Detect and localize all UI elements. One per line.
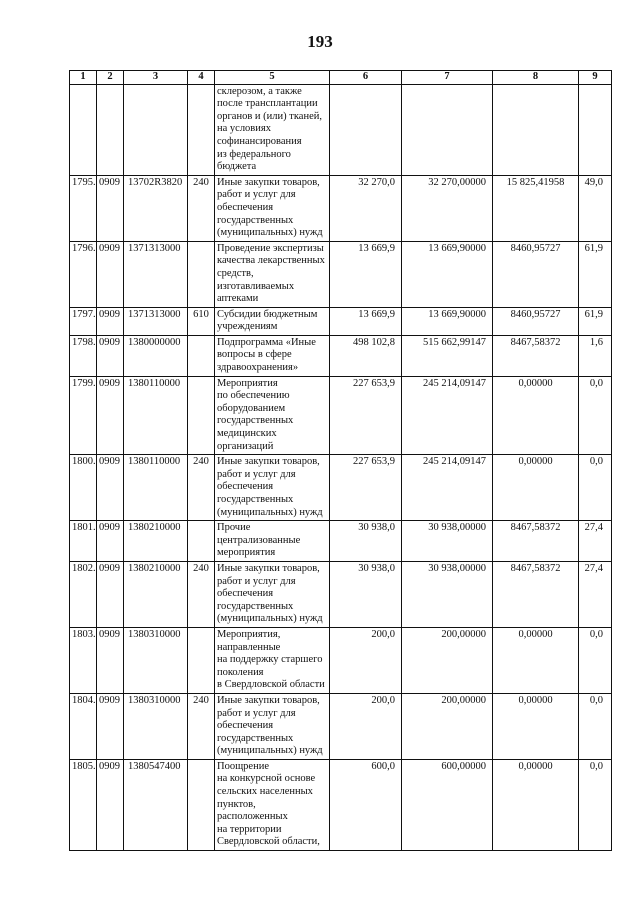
table-row [70, 175, 612, 241]
section-code: 0909 [97, 335, 124, 376]
executed-amount: 0,00000 [493, 627, 579, 693]
section-code: 0909 [97, 627, 124, 693]
executed-amount: 0,00000 [493, 759, 579, 850]
target-article-code [124, 84, 188, 175]
table-row [70, 241, 612, 307]
target-article-code: 1371313000 [124, 307, 188, 335]
execution-percent: 61,9 [579, 241, 612, 307]
row-number: 1796. [70, 241, 97, 307]
header-col-4: 4 [188, 71, 215, 85]
item-name: Иные закупки товаров, работ и услуг для обеспечения государственных (муниципальных) нужд [215, 455, 330, 521]
item-name: Поощрение на конкурсной основе сельских населенных пунктов, расположенных на территории Свердловской области, [215, 759, 330, 850]
item-name: Иные закупки товаров, работ и услуг для обеспечения государственных (муниципальных) нужд [215, 693, 330, 759]
expense-type-code [188, 241, 215, 307]
execution-percent: 49,0 [579, 175, 612, 241]
section-code: 0909 [97, 561, 124, 627]
execution-percent: 27,4 [579, 561, 612, 627]
planned-amount: 498 102,8 [330, 335, 402, 376]
row-number: 1804. [70, 693, 97, 759]
table-row [70, 627, 612, 693]
refined-amount: 600,00000 [402, 759, 493, 850]
expense-type-code [188, 759, 215, 850]
section-code: 0909 [97, 175, 124, 241]
expense-type-code: 240 [188, 455, 215, 521]
header-col-3: 3 [124, 71, 188, 85]
expense-type-code [188, 627, 215, 693]
row-number: 1798. [70, 335, 97, 376]
header-col-8: 8 [493, 71, 579, 85]
execution-percent: 0,0 [579, 693, 612, 759]
section-code: 0909 [97, 241, 124, 307]
page-number: 193 [307, 32, 333, 51]
target-article-code: 1380310000 [124, 627, 188, 693]
executed-amount: 8460,95727 [493, 307, 579, 335]
target-article-code: 1380310000 [124, 693, 188, 759]
planned-amount: 13 669,9 [330, 307, 402, 335]
executed-amount: 8467,58372 [493, 521, 579, 562]
item-name: склерозом, а также после трансплантации органов и (или) тканей, на условиях софинансирования из федерального бюджета [215, 84, 330, 175]
target-article-code: 13702R3820 [124, 175, 188, 241]
refined-amount: 13 669,90000 [402, 307, 493, 335]
executed-amount: 15 825,41958 [493, 175, 579, 241]
row-number: 1801. [70, 521, 97, 562]
planned-amount: 32 270,0 [330, 175, 402, 241]
expense-type-code [188, 335, 215, 376]
expense-type-code [188, 84, 215, 175]
header-row [70, 71, 612, 85]
item-name: Иные закупки товаров, работ и услуг для обеспечения государственных (муниципальных) нужд [215, 175, 330, 241]
header-col-5: 5 [215, 71, 330, 85]
planned-amount: 200,0 [330, 693, 402, 759]
table-row [70, 521, 612, 562]
target-article-code: 1380210000 [124, 561, 188, 627]
planned-amount: 13 669,9 [330, 241, 402, 307]
target-article-code: 1380110000 [124, 376, 188, 455]
table-row [70, 307, 612, 335]
refined-amount: 30 938,00000 [402, 521, 493, 562]
execution-percent [579, 84, 612, 175]
target-article-code: 1380000000 [124, 335, 188, 376]
execution-percent: 27,4 [579, 521, 612, 562]
table-row [70, 759, 612, 850]
executed-amount: 8460,95727 [493, 241, 579, 307]
refined-amount: 245 214,09147 [402, 455, 493, 521]
executed-amount: 0,00000 [493, 376, 579, 455]
row-number [70, 84, 97, 175]
execution-percent: 0,0 [579, 759, 612, 850]
section-code: 0909 [97, 455, 124, 521]
item-name: Иные закупки товаров, работ и услуг для обеспечения государственных (муниципальных) нужд [215, 561, 330, 627]
table-row [70, 335, 612, 376]
execution-percent: 61,9 [579, 307, 612, 335]
execution-percent: 0,0 [579, 376, 612, 455]
executed-amount: 0,00000 [493, 455, 579, 521]
target-article-code: 1380110000 [124, 455, 188, 521]
row-number: 1799. [70, 376, 97, 455]
expense-type-code [188, 521, 215, 562]
section-code [97, 84, 124, 175]
refined-amount: 32 270,00000 [402, 175, 493, 241]
refined-amount: 200,00000 [402, 693, 493, 759]
section-code: 0909 [97, 307, 124, 335]
planned-amount: 600,0 [330, 759, 402, 850]
expense-type-code: 610 [188, 307, 215, 335]
item-name: Субсидии бюджетным учреждениям [215, 307, 330, 335]
table-row [70, 84, 612, 175]
planned-amount: 30 938,0 [330, 561, 402, 627]
item-name: Мероприятия, направленные на поддержку старшего поколения в Свердловской области [215, 627, 330, 693]
row-number: 1803. [70, 627, 97, 693]
section-code: 0909 [97, 759, 124, 850]
header-col-9: 9 [579, 71, 612, 85]
executed-amount: 0,00000 [493, 693, 579, 759]
section-code: 0909 [97, 521, 124, 562]
table-row [70, 455, 612, 521]
expense-type-code: 240 [188, 693, 215, 759]
row-number: 1805. [70, 759, 97, 850]
planned-amount: 200,0 [330, 627, 402, 693]
planned-amount: 227 653,9 [330, 455, 402, 521]
executed-amount [493, 84, 579, 175]
header-col-6: 6 [330, 71, 402, 85]
item-name: Проведение экспертизы качества лекарственных средств, изготавливаемых аптеками [215, 241, 330, 307]
row-number: 1802. [70, 561, 97, 627]
row-number: 1795. [70, 175, 97, 241]
execution-percent: 1,6 [579, 335, 612, 376]
expense-type-code [188, 376, 215, 455]
header-col-1: 1 [70, 71, 97, 85]
planned-amount: 30 938,0 [330, 521, 402, 562]
refined-amount: 200,00000 [402, 627, 493, 693]
item-name: Прочие централизованные мероприятия [215, 521, 330, 562]
refined-amount: 245 214,09147 [402, 376, 493, 455]
section-code: 0909 [97, 693, 124, 759]
header-col-2: 2 [97, 71, 124, 85]
table-row [70, 561, 612, 627]
target-article-code: 1380547400 [124, 759, 188, 850]
refined-amount: 13 669,90000 [402, 241, 493, 307]
expense-type-code: 240 [188, 175, 215, 241]
target-article-code: 1380210000 [124, 521, 188, 562]
section-code: 0909 [97, 376, 124, 455]
table-row [70, 376, 612, 455]
planned-amount [330, 84, 402, 175]
refined-amount: 30 938,00000 [402, 561, 493, 627]
planned-amount: 227 653,9 [330, 376, 402, 455]
target-article-code: 1371313000 [124, 241, 188, 307]
executed-amount: 8467,58372 [493, 335, 579, 376]
item-name: Подпрограмма «Иные вопросы в сфере здравоохранения» [215, 335, 330, 376]
refined-amount [402, 84, 493, 175]
executed-amount: 8467,58372 [493, 561, 579, 627]
table-body [70, 84, 612, 850]
row-number: 1797. [70, 307, 97, 335]
refined-amount: 515 662,99147 [402, 335, 493, 376]
table-row [70, 693, 612, 759]
expense-type-code: 240 [188, 561, 215, 627]
budget-table [69, 70, 612, 851]
header-col-7: 7 [402, 71, 493, 85]
execution-percent: 0,0 [579, 627, 612, 693]
execution-percent: 0,0 [579, 455, 612, 521]
item-name: Мероприятия по обеспечению оборудованием государственных медицинских организаций [215, 376, 330, 455]
row-number: 1800. [70, 455, 97, 521]
